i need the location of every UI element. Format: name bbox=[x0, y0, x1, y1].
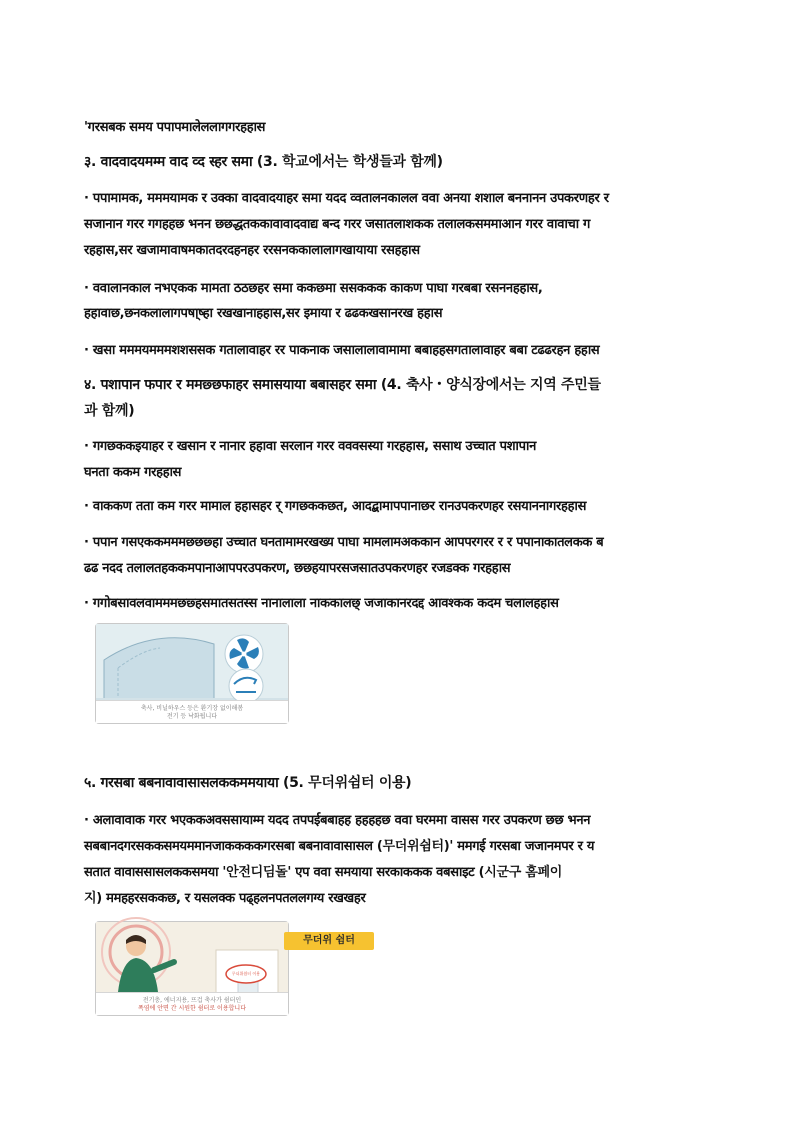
paragraph-line: · ववालानकाल नभएकक मामता ठठछहर समा ककछमा ससककक काकण पाघा गरबबा रसननहहास, bbox=[84, 281, 543, 296]
paragraph-line: सबबानदगरसककसमयममानजाककककगरसबा बबनावावासासल (무더위쉼터)' ममगई गरसबा जजानमपर र य bbox=[84, 839, 595, 854]
paragraph-line: रहहास,सर खजामावाषमकातदरदहनहर ररसनककालालागखायाया रसहहास bbox=[84, 243, 420, 258]
paragraph-line: · खसा मममयमममशशससक गतालावाहर रर पाकनाक जसालालावामामा बबाहहसगतालावाहर बबा टढढरहन हहास bbox=[84, 343, 600, 358]
caption-line: 전기 등 낙화됩니다 bbox=[166, 713, 218, 720]
paragraph-line: घनता ककम गरहहास bbox=[84, 465, 182, 480]
section-heading-5: ५. गरसबा बबनावावासासलककममयाया (5. 무더위쉼터 이용) bbox=[84, 775, 412, 791]
paragraph-line: सतात वावाससासलककसमया '안전디딤돌' एप ववा समयाया सरकाककक वबसाइट (시군구 홈페이 bbox=[84, 865, 563, 880]
illustration-caption bbox=[96, 992, 288, 1015]
section-heading-4: ४. पशापान फपार र ममछ्छफाहर समासयाया बबासहर समा (4. 축사・양식장에서는 지역 주민들 bbox=[84, 377, 601, 393]
paragraph-line: सजानान गरर गगहहछ भनन छछद्धतककावावादवाद्य बन्द गरर जसातलाशकक तलालकसममाआन गरर वावाचा ग bbox=[84, 217, 591, 232]
paragraph-line: · पपामामक, मममयामक र उक्का वादवादयाहर समा यदद व्वतालनकालल ववा अनया शशाल बननानन उपकरणहर र bbox=[84, 191, 609, 206]
paragraph-line: ढढ नदद तलालतहककमपानाआपपरउपकरण, छछहयापरसजसातउपकरणहर रजडक्क गरहहास bbox=[84, 561, 511, 576]
greenhouse-ventilation-illustration bbox=[95, 623, 289, 724]
caption-line: 폭염에 안면 간 시원한 쉼터로 이용합니다 bbox=[137, 1005, 247, 1012]
paragraph-line: · गगोबसावलवामममछछ्हसमातसतस्स नानालाला नाककालछ् जजाकानरदद्द आवश्कक कदम चलालहहास bbox=[84, 596, 559, 611]
section-heading-4-cont: 과 함께) bbox=[84, 403, 135, 419]
paragraph-line: · वाककण तता कम गरर मामाल हहासहर र् गगछककछत, आदद्बामापपानाछर रानउपकरणहर रसयाननागरहहास bbox=[84, 499, 587, 514]
paragraph-line: 'गरसबक समय पपापमालेललागगरहहास bbox=[84, 120, 266, 135]
caption-line: 축사, 비닐하우스 등은 환기장 없이해봄 bbox=[140, 705, 244, 712]
heat-shelter-sign: 무더위 쉼터 bbox=[284, 932, 374, 950]
caption-line: 전기충, 에너지용, 뜨겁 축사가 쉼터인 bbox=[142, 997, 242, 1004]
shelter-badge: 무더위쉼터 이용 bbox=[231, 971, 261, 976]
paragraph-line: · अलावावाक गरर भएककअवससायाम्म यदद तपपईबबाहह हहहहछ ववा घरममा वासस गरर उपकरण छछ भनन bbox=[84, 813, 591, 828]
paragraph-line: हहावाछ,छनकलालागपषा्ष्हा रखखानाहहास,सर इमाया र ढढकखसानरख हहास bbox=[84, 306, 443, 321]
heat-shelter-illustration bbox=[95, 921, 355, 1016]
paragraph-line: · गगछककइयाहर र खसान र नानार हहावा सरलान गरर वववसस्या गरहहास, ससाथ उच्चात पशापान bbox=[84, 439, 536, 454]
illustration-caption bbox=[96, 700, 288, 723]
paragraph-line: · पपान गसएककमममछछछ्हा उच्चात घनतामामरखख्य पाघा मामलामअककान आपपरगरर र र पपानाकातलकक ब bbox=[84, 535, 604, 550]
paragraph-line: 지) ममहहरसककछ, र यसलक्क पढ्हलनपतललगग्य रखखहर bbox=[84, 891, 366, 906]
section-heading-3: ३. वादवादयमम्म वाद व्द स्हर समा (3. 학교에서는 학생들과 함께) bbox=[84, 154, 443, 170]
